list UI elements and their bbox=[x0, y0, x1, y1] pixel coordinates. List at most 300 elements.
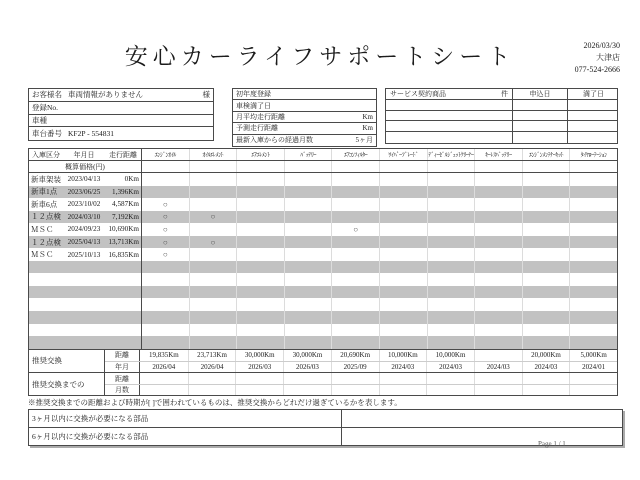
chassis-no-label: 車台番号 bbox=[32, 129, 62, 139]
recommend-value: 2024/03 bbox=[379, 362, 427, 372]
mark-cell bbox=[522, 198, 570, 211]
mark-cell bbox=[236, 186, 284, 199]
vehicle-value-4: 5ヶ月 bbox=[355, 136, 373, 145]
recommend-block bbox=[29, 349, 617, 372]
mark-cell bbox=[427, 261, 475, 274]
mark-cell bbox=[284, 223, 332, 236]
recommend-value: 30,000Km bbox=[283, 350, 331, 361]
mark-cell bbox=[427, 248, 475, 261]
parts-3month-value bbox=[342, 410, 622, 427]
mark-cell bbox=[236, 236, 284, 249]
mark-cell bbox=[284, 286, 332, 299]
contract-apply-cell bbox=[512, 111, 567, 121]
mark-cell bbox=[474, 236, 522, 249]
rec-yearmonth-label: 年月 bbox=[105, 362, 140, 372]
mark-cell bbox=[189, 198, 237, 211]
entry-km: 4,587Km bbox=[112, 200, 139, 209]
contract-product-cell bbox=[386, 132, 512, 143]
mark-cell bbox=[379, 186, 427, 199]
mark-cell: ○ bbox=[189, 236, 237, 249]
table-row bbox=[29, 286, 617, 299]
recommend-value bbox=[379, 373, 427, 384]
mark-cell bbox=[331, 324, 379, 337]
rec-yearmonth-row bbox=[105, 361, 617, 372]
entry-km: 1,396Km bbox=[112, 187, 139, 196]
item-header-3: ﾊﾞｯﾃﾘｰ bbox=[284, 149, 332, 160]
mark-cell bbox=[474, 261, 522, 274]
mark-cell bbox=[236, 298, 284, 311]
mark-cell bbox=[379, 211, 427, 224]
mark-cell bbox=[522, 236, 570, 249]
print-date: 2026/03/30 bbox=[583, 41, 620, 50]
mark-cell bbox=[569, 261, 617, 274]
entry-date: 2023/04/13 bbox=[67, 175, 101, 184]
mark-cell bbox=[379, 236, 427, 249]
recommend-value bbox=[188, 373, 236, 384]
recommend-value bbox=[474, 373, 522, 384]
contract-box bbox=[385, 88, 618, 144]
recommend-value: 5,000Km bbox=[569, 350, 617, 361]
mark-cell: ○ bbox=[141, 211, 189, 224]
mark-cell bbox=[141, 261, 189, 274]
contract-product-cell bbox=[386, 121, 512, 131]
mark-cell bbox=[522, 324, 570, 337]
item-header-1: ｵｲﾙｴﾚﾒﾝﾄ bbox=[189, 149, 237, 160]
table-row bbox=[29, 223, 617, 236]
store-phone: 077-524-2666 bbox=[574, 65, 620, 74]
vehicle-label-1: 車検満了日 bbox=[236, 101, 271, 110]
recommend-value: 2026/04 bbox=[188, 362, 236, 372]
recommend-value bbox=[426, 373, 474, 384]
mark-cell bbox=[569, 273, 617, 286]
mark-cell: ○ bbox=[141, 248, 189, 261]
mark-cell bbox=[236, 286, 284, 299]
contract-apply-cell bbox=[512, 100, 567, 110]
mark-cell bbox=[474, 173, 522, 186]
mark-cell bbox=[189, 298, 237, 311]
recommend-value bbox=[140, 373, 188, 384]
recommend-value bbox=[426, 385, 474, 395]
recommend-value bbox=[522, 373, 570, 384]
parts-6month-value bbox=[342, 428, 622, 445]
mark-cell: ○ bbox=[141, 236, 189, 249]
chassis-no-row bbox=[29, 127, 213, 140]
mark-cell bbox=[189, 324, 237, 337]
entry-km: 0Km bbox=[124, 175, 139, 184]
mark-cell bbox=[379, 324, 427, 337]
parts-3month-label: 3ヶ月以内に交換が必要になる部品 bbox=[29, 410, 342, 427]
mark-cell bbox=[331, 211, 379, 224]
recommend-value: 19,835Km bbox=[148, 351, 179, 360]
entry-date: 2024/03/10 bbox=[67, 212, 101, 221]
mark-cell bbox=[522, 248, 570, 261]
mark-cell bbox=[379, 223, 427, 236]
mark-cell bbox=[189, 248, 237, 261]
mark-cell bbox=[427, 336, 475, 349]
item-header-4: ｴｱｺﾝﾌｨﾙﾀｰ bbox=[331, 149, 379, 160]
contract-apply-cell bbox=[512, 121, 567, 131]
table-row bbox=[29, 198, 617, 211]
contract-apply-header: 申込日 bbox=[512, 89, 567, 99]
mark-cell bbox=[189, 273, 237, 286]
mark-cell bbox=[236, 261, 284, 274]
recommend-value bbox=[569, 373, 617, 384]
mark-cell bbox=[474, 248, 522, 261]
mark-cell bbox=[522, 261, 570, 274]
contract-product-header bbox=[386, 89, 512, 99]
recommend-value: 2026/03 bbox=[235, 362, 283, 372]
vehicle-label-3: 予測走行距離 bbox=[236, 124, 278, 133]
customer-name-suffix: 様 bbox=[202, 90, 210, 100]
mark-cell bbox=[569, 311, 617, 324]
mark-cell bbox=[379, 261, 427, 274]
mark-cell bbox=[284, 311, 332, 324]
contract-count-label: 件 bbox=[501, 89, 508, 98]
mark-cell: ○ bbox=[331, 223, 379, 236]
table-row bbox=[29, 298, 617, 311]
mark-cell bbox=[189, 311, 237, 324]
entry-date-header: 年月日 bbox=[73, 150, 95, 159]
contract-header-row bbox=[386, 89, 617, 100]
mark-cell bbox=[284, 324, 332, 337]
contract-product-cell bbox=[386, 100, 512, 110]
recommend-value: 2024/03 bbox=[426, 362, 474, 372]
vehicle-value-2: Km bbox=[362, 112, 373, 121]
recommend-value: 2024/01 bbox=[569, 362, 617, 372]
mark-cell bbox=[522, 173, 570, 186]
entry-type: ＭＳＣ bbox=[31, 224, 54, 234]
mark-cell bbox=[379, 336, 427, 349]
mark-cell bbox=[522, 273, 570, 286]
mark-cell bbox=[522, 223, 570, 236]
contract-rows bbox=[386, 100, 617, 143]
mark-cell: ○ bbox=[141, 223, 189, 236]
mark-cell bbox=[236, 324, 284, 337]
mark-cell bbox=[379, 298, 427, 311]
vehicle-label-4: 最新入庫からの経過月数 bbox=[236, 136, 313, 145]
table-row bbox=[29, 186, 617, 199]
mark-cell bbox=[474, 324, 522, 337]
mark-cell bbox=[569, 298, 617, 311]
mark-cell bbox=[331, 286, 379, 299]
mark-cell bbox=[569, 286, 617, 299]
chassis-no-value: KF2P - 554831 bbox=[68, 129, 114, 139]
recommend-value: 10,000Km bbox=[379, 350, 427, 361]
mark-cell bbox=[569, 336, 617, 349]
price-item-cell bbox=[522, 161, 570, 172]
mark-cell bbox=[189, 261, 237, 274]
mark-cell bbox=[522, 211, 570, 224]
mark-cell bbox=[379, 286, 427, 299]
entry-date: 2024/09/23 bbox=[67, 225, 101, 234]
recommend-value: 10,000Km bbox=[426, 350, 474, 361]
contract-expire-cell bbox=[567, 100, 619, 110]
recommend-until-label: 推奨交換までの bbox=[29, 373, 105, 395]
recommend-value bbox=[235, 385, 283, 395]
mark-cell bbox=[379, 311, 427, 324]
mark-cell bbox=[427, 236, 475, 249]
vehicle-label-2: 月平均走行距離 bbox=[236, 112, 285, 121]
mark-cell bbox=[522, 311, 570, 324]
mark-cell bbox=[474, 298, 522, 311]
mark-cell bbox=[284, 173, 332, 186]
recommend-value: 20,690Km bbox=[331, 350, 379, 361]
mark-cell bbox=[379, 173, 427, 186]
table-row bbox=[29, 273, 617, 286]
price-item-cell bbox=[474, 161, 522, 172]
recommend-value bbox=[140, 385, 188, 395]
mark-cell bbox=[474, 336, 522, 349]
entry-date: 2025/10/13 bbox=[67, 250, 101, 259]
item-header-5: ﾜｲﾊﾟｰﾌﾞﾚｰﾄﾞ bbox=[379, 149, 427, 160]
store-name: 大津店 bbox=[596, 53, 620, 62]
mark-cell bbox=[427, 223, 475, 236]
table-row bbox=[29, 324, 617, 337]
item-header-9: ﾀｲﾔﾛｰﾃｰｼｮﾝ bbox=[569, 149, 617, 160]
recommend-value: 23,713Km bbox=[188, 350, 236, 361]
customer-name-row bbox=[29, 89, 213, 102]
mark-cell bbox=[427, 198, 475, 211]
mark-cell bbox=[569, 223, 617, 236]
contract-product-label: サービス契約商品 bbox=[390, 89, 446, 98]
mark-cell bbox=[569, 236, 617, 249]
registration-no-row bbox=[29, 102, 213, 115]
mark-cell bbox=[236, 223, 284, 236]
mark-cell bbox=[189, 336, 237, 349]
recommend-value bbox=[474, 385, 522, 395]
contract-apply-cell bbox=[512, 132, 567, 143]
mark-cell bbox=[284, 273, 332, 286]
mark-cell bbox=[427, 186, 475, 199]
table-body bbox=[29, 173, 617, 349]
mark-cell bbox=[522, 286, 570, 299]
entry-type: 新車1点 bbox=[31, 187, 58, 197]
vehicle-value-3: Km bbox=[362, 124, 373, 133]
table-row bbox=[29, 173, 617, 186]
mark-cell bbox=[284, 236, 332, 249]
table-row bbox=[29, 336, 617, 349]
car-model-label: 車種 bbox=[32, 115, 47, 125]
price-item-cell bbox=[236, 161, 284, 172]
price-item-cell bbox=[379, 161, 427, 172]
item-header-0: ｴﾝｼﾞﾝｵｲﾙ bbox=[141, 149, 189, 160]
mark-cell bbox=[474, 311, 522, 324]
mark-cell bbox=[284, 336, 332, 349]
mark-cell bbox=[141, 311, 189, 324]
mark-cell bbox=[569, 324, 617, 337]
price-row bbox=[29, 161, 617, 173]
mark-cell: ○ bbox=[141, 198, 189, 211]
recommend-value bbox=[569, 385, 617, 395]
contract-row bbox=[386, 100, 617, 111]
mark-cell bbox=[474, 198, 522, 211]
mark-cell bbox=[236, 198, 284, 211]
recommend-value bbox=[283, 373, 331, 384]
mark-cell bbox=[474, 211, 522, 224]
mark-cell bbox=[522, 298, 570, 311]
mark-cell bbox=[236, 311, 284, 324]
rec-distance-row bbox=[105, 350, 617, 361]
mark-cell bbox=[427, 298, 475, 311]
mark-cell bbox=[189, 173, 237, 186]
entry-date: 2023/06/25 bbox=[67, 187, 101, 196]
page-number: Page 1 / 1 bbox=[538, 440, 566, 448]
mark-cell bbox=[427, 286, 475, 299]
rec-until-distance-label: 距離 bbox=[105, 373, 140, 384]
mark-cell bbox=[141, 273, 189, 286]
mark-cell: ○ bbox=[189, 211, 237, 224]
recommend-value: 2024/03 bbox=[474, 362, 522, 372]
recommend-value: 30,000Km bbox=[235, 350, 283, 361]
replacement-part-boxes bbox=[28, 409, 623, 446]
contract-product-cell bbox=[386, 111, 512, 121]
mark-cell bbox=[474, 273, 522, 286]
mark-cell bbox=[569, 211, 617, 224]
mark-cell bbox=[284, 261, 332, 274]
vehicle-row-4 bbox=[233, 135, 376, 146]
mark-cell bbox=[236, 211, 284, 224]
mark-cell bbox=[284, 298, 332, 311]
recommend-value: 2025/09 bbox=[331, 362, 379, 372]
mark-cell bbox=[236, 173, 284, 186]
vehicle-info-box bbox=[232, 88, 377, 147]
mark-cell bbox=[379, 248, 427, 261]
price-item-cell bbox=[569, 161, 617, 172]
recommend-value bbox=[188, 385, 236, 395]
page-title: 安心カーライフサポートシート bbox=[124, 44, 516, 69]
header-meta bbox=[575, 40, 620, 76]
customer-name-label: お客様名 bbox=[32, 90, 62, 100]
mark-cell bbox=[331, 273, 379, 286]
mark-cell bbox=[522, 336, 570, 349]
mark-cell bbox=[569, 173, 617, 186]
recommend-value: 2026/03 bbox=[283, 362, 331, 372]
rec-distance-label: 距離 bbox=[105, 350, 140, 361]
bracket-note: ※推奨交換までの距離および時期が[ ]で囲われているものは、推奨交換からどれだけ過ぎているかを表します。 bbox=[28, 398, 402, 407]
table-row bbox=[29, 248, 617, 261]
recommend-value: 2024/03 bbox=[522, 362, 570, 372]
entry-type: 新車架装 bbox=[31, 174, 61, 184]
recommend-value bbox=[522, 385, 570, 395]
price-item-cell bbox=[331, 161, 379, 172]
mark-cell bbox=[141, 286, 189, 299]
entry-type: １２点検 bbox=[31, 212, 61, 222]
mark-cell bbox=[141, 336, 189, 349]
customer-info-box bbox=[28, 88, 214, 141]
mark-cell bbox=[189, 286, 237, 299]
table-header-row bbox=[29, 149, 617, 161]
mark-cell bbox=[331, 186, 379, 199]
entry-km: 13,713Km bbox=[108, 238, 139, 246]
mark-cell bbox=[474, 223, 522, 236]
entry-km: 16,835Km bbox=[108, 250, 139, 259]
entry-type-header: 入庫区分 bbox=[32, 150, 60, 159]
entry-type: 新車6点 bbox=[31, 199, 58, 209]
recommend-value: 20,000Km bbox=[522, 350, 570, 361]
contract-expire-header: 満了日 bbox=[567, 89, 619, 99]
mark-cell bbox=[189, 186, 237, 199]
rec-until-months-row bbox=[105, 384, 617, 395]
mark-cell bbox=[284, 248, 332, 261]
mark-cell bbox=[474, 186, 522, 199]
item-header-8: ｴﾝｼﾞﾝﾒﾝﾃﾅｰｷｯﾄ bbox=[522, 149, 570, 160]
recommend-value bbox=[331, 373, 379, 384]
mark-cell bbox=[474, 286, 522, 299]
entry-date: 2023/10/02 bbox=[67, 200, 101, 209]
mark-cell bbox=[331, 248, 379, 261]
contract-row bbox=[386, 121, 617, 132]
mark-cell bbox=[427, 311, 475, 324]
mark-cell bbox=[236, 273, 284, 286]
mark-cell bbox=[141, 186, 189, 199]
parts-6month-label: 6ヶ月以内に交換が必要になる部品 bbox=[29, 428, 342, 445]
vehicle-row-2 bbox=[233, 112, 376, 123]
recommend-value bbox=[283, 385, 331, 395]
item-header-6: ﾃﾞｨｰｾﾞﾙｼﾞｪｯﾄｸﾘｰﾅｰ bbox=[427, 149, 475, 160]
vehicle-row-0 bbox=[233, 89, 376, 100]
price-item-cell bbox=[427, 161, 475, 172]
entry-date: 2025/04/13 bbox=[67, 238, 101, 246]
recommend-value bbox=[235, 373, 283, 384]
recommend-value bbox=[331, 385, 379, 395]
mark-cell bbox=[141, 298, 189, 311]
item-header-2: ｴｱｴﾚﾒﾝﾄ bbox=[236, 149, 284, 160]
entry-km-header: 走行距離 bbox=[109, 150, 137, 159]
customer-name-value: 車両情報がありません bbox=[68, 90, 143, 100]
table-row bbox=[29, 236, 617, 249]
registration-no-label: 登録No. bbox=[32, 103, 59, 113]
recommend-value: 2026/04 bbox=[152, 362, 176, 371]
contract-expire-cell bbox=[567, 132, 619, 143]
parts-3month-row bbox=[29, 410, 622, 427]
mark-cell bbox=[427, 273, 475, 286]
parts-6month-row bbox=[29, 427, 622, 445]
mark-cell bbox=[331, 198, 379, 211]
mark-cell bbox=[427, 173, 475, 186]
mark-cell bbox=[379, 198, 427, 211]
mark-cell bbox=[331, 236, 379, 249]
maintenance-table bbox=[28, 148, 618, 396]
table-row bbox=[29, 211, 617, 224]
mark-cell bbox=[427, 324, 475, 337]
mark-cell bbox=[331, 173, 379, 186]
mark-cell bbox=[189, 223, 237, 236]
mark-cell bbox=[331, 261, 379, 274]
contract-expire-cell bbox=[567, 111, 619, 121]
item-header-7: ｷｰﾚｽﾊﾞｯﾃﾘｰ bbox=[474, 149, 522, 160]
table-row bbox=[29, 261, 617, 274]
vehicle-row-3 bbox=[233, 123, 376, 134]
price-item-cell bbox=[284, 161, 332, 172]
entry-km: 7,192Km bbox=[112, 212, 139, 221]
price-row-label: 概算価格(円) bbox=[65, 162, 105, 171]
mark-cell bbox=[331, 336, 379, 349]
mark-cell bbox=[569, 198, 617, 211]
table-row bbox=[29, 311, 617, 324]
mark-cell bbox=[331, 298, 379, 311]
entry-type: １２点検 bbox=[31, 237, 61, 247]
contract-row bbox=[386, 111, 617, 122]
rec-until-distance-row bbox=[105, 373, 617, 384]
mark-cell bbox=[427, 211, 475, 224]
mark-cell bbox=[331, 311, 379, 324]
recommend-label: 推奨交換 bbox=[29, 350, 105, 372]
contract-row bbox=[386, 132, 617, 143]
mark-cell bbox=[141, 324, 189, 337]
vehicle-label-0: 初年度登録 bbox=[236, 90, 271, 99]
mark-cell bbox=[379, 273, 427, 286]
rec-until-months-label: 月数 bbox=[105, 385, 140, 395]
